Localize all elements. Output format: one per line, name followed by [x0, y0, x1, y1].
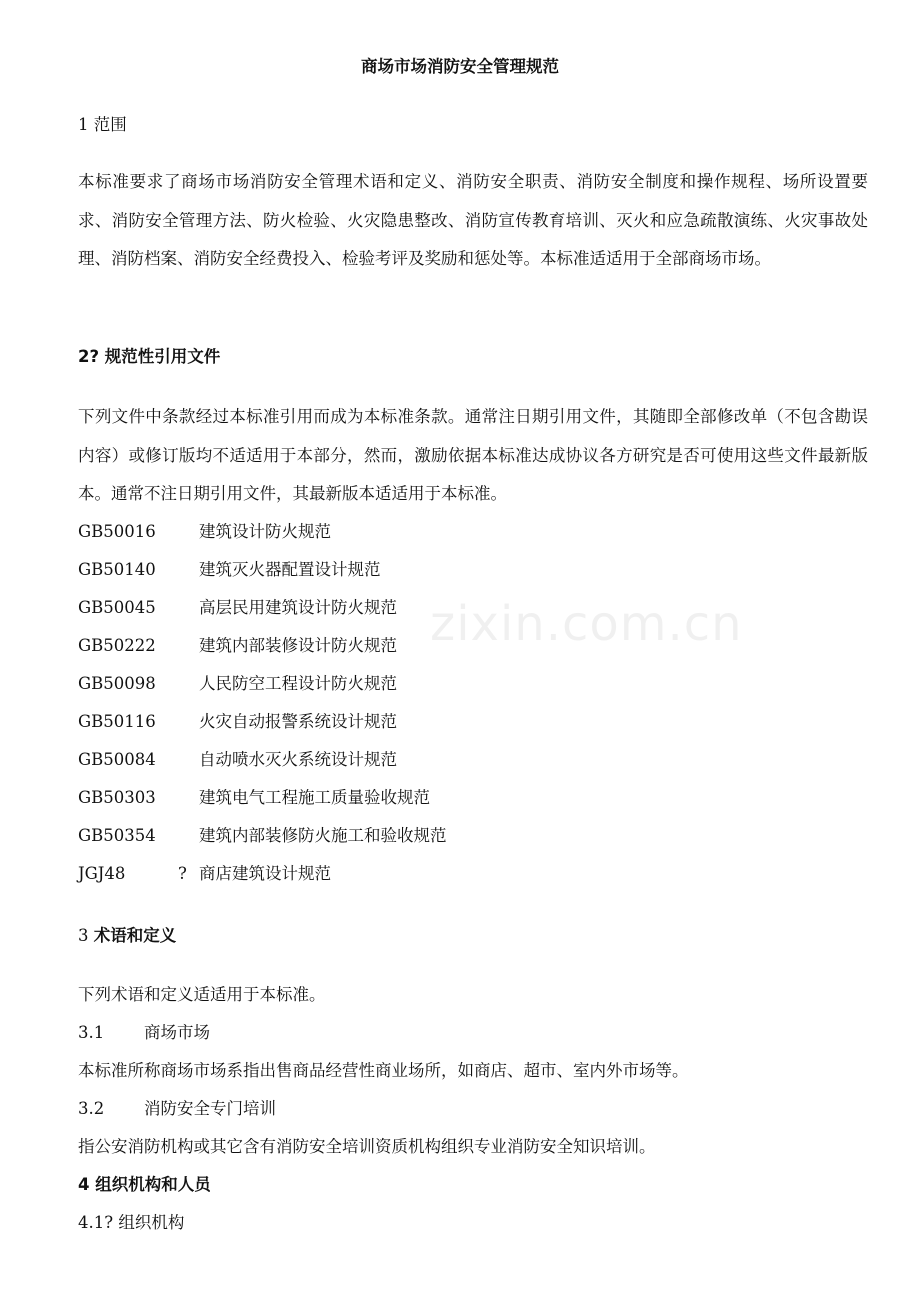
reference-item: [78, 674, 397, 694]
reference-code: JGJ48: [78, 864, 126, 883]
section-1-body: 本标准要求了商场市场消防安全管理术语和定义、消防安全职责、消防安全制度和操作规程、场所设置要求、消防安全管理方法、防火检验、火灾隐患整改、消防宣传教育培训、灭火和应急疏散演练、火灾事故处理、消防档案、消防安全经费投入、检验考评及奖励和惩处等。本标准适适用于全部商场市场。: [78, 172, 868, 268]
reference-item: [78, 712, 397, 732]
section-4-1-heading: 4.1? 组织机构: [78, 1213, 185, 1232]
reference-item: [78, 788, 430, 808]
reference-code: GB50098: [78, 674, 156, 693]
reference-code: GB50084: [78, 750, 156, 769]
definition-number: 3.1: [78, 1023, 105, 1042]
reference-item: [78, 636, 397, 656]
definition-3-2: [78, 1099, 276, 1119]
reference-item: [78, 750, 397, 770]
reference-item: [78, 826, 447, 846]
reference-code: GB50116: [78, 712, 156, 731]
reference-code: GB50016: [78, 522, 156, 541]
document-title: 商场市场消防安全管理规范: [361, 57, 559, 76]
reference-code: GB50354: [78, 826, 156, 845]
definition-term: 商场市场: [144, 1023, 210, 1042]
reference-code: GB50045: [78, 598, 156, 617]
section-2-body: 下列文件中条款经过本标准引用而成为本标准条款。通常注日期引用文件，其随即全部修改单（不包含勘误内容）或修订版均不适适用于本部分，然而，激励依据本标准达成协议各方研究是否可使用这些文件最新版本。通常不注日期引用文件，其最新版本适适用于本标准。: [78, 407, 868, 503]
definition-3-1: [78, 1023, 210, 1043]
reference-name: 人民防空工程设计防火规范: [199, 674, 397, 693]
definition-3-2-body: 指公安消防机构或其它含有消防安全培训资质机构组织专业消防安全知识培训。: [78, 1137, 656, 1156]
reference-name: 建筑灭火器配置设计规范: [199, 560, 381, 579]
section-4-heading: 4 组织机构和人员: [78, 1175, 211, 1194]
reference-name: 高层民用建筑设计防火规范: [199, 598, 397, 617]
section-3-number: 3: [78, 926, 89, 945]
section-1-heading: 1 范围: [78, 115, 127, 134]
reference-name: 建筑设计防火规范: [199, 522, 331, 541]
definition-term: 消防安全专门培训: [144, 1099, 276, 1118]
reference-item: [78, 864, 331, 884]
reference-name: 火灾自动报警系统设计规范: [199, 712, 397, 731]
reference-code: GB50140: [78, 560, 156, 579]
section-3-body: 下列术语和定义适适用于本标准。: [78, 985, 326, 1004]
section-3-heading: [78, 926, 176, 946]
reference-code: GB50222: [78, 636, 156, 655]
reference-name: 建筑内部装修设计防火规范: [199, 636, 397, 655]
reference-item: [78, 560, 381, 580]
reference-item: [78, 598, 397, 618]
definition-number: 3.2: [78, 1099, 105, 1118]
section-3-title: 术语和定义: [93, 926, 177, 945]
definition-3-1-body: 本标准所称商场市场系指出售商品经营性商业场所，如商店、超市、室内外市场等。: [78, 1061, 689, 1080]
reference-name: 商店建筑设计规范: [199, 864, 331, 883]
reference-code: GB50303: [78, 788, 156, 807]
reference-name: 建筑电气工程施工质量验收规范: [199, 788, 430, 807]
reference-item: [78, 522, 331, 542]
reference-mark: ?: [178, 864, 187, 883]
section-2-heading: 2? 规范性引用文件: [78, 347, 221, 366]
reference-name: 建筑内部装修防火施工和验收规范: [199, 826, 447, 845]
reference-name: 自动喷水灭火系统设计规范: [199, 750, 397, 769]
watermark: zixin.com.cn: [430, 596, 743, 652]
